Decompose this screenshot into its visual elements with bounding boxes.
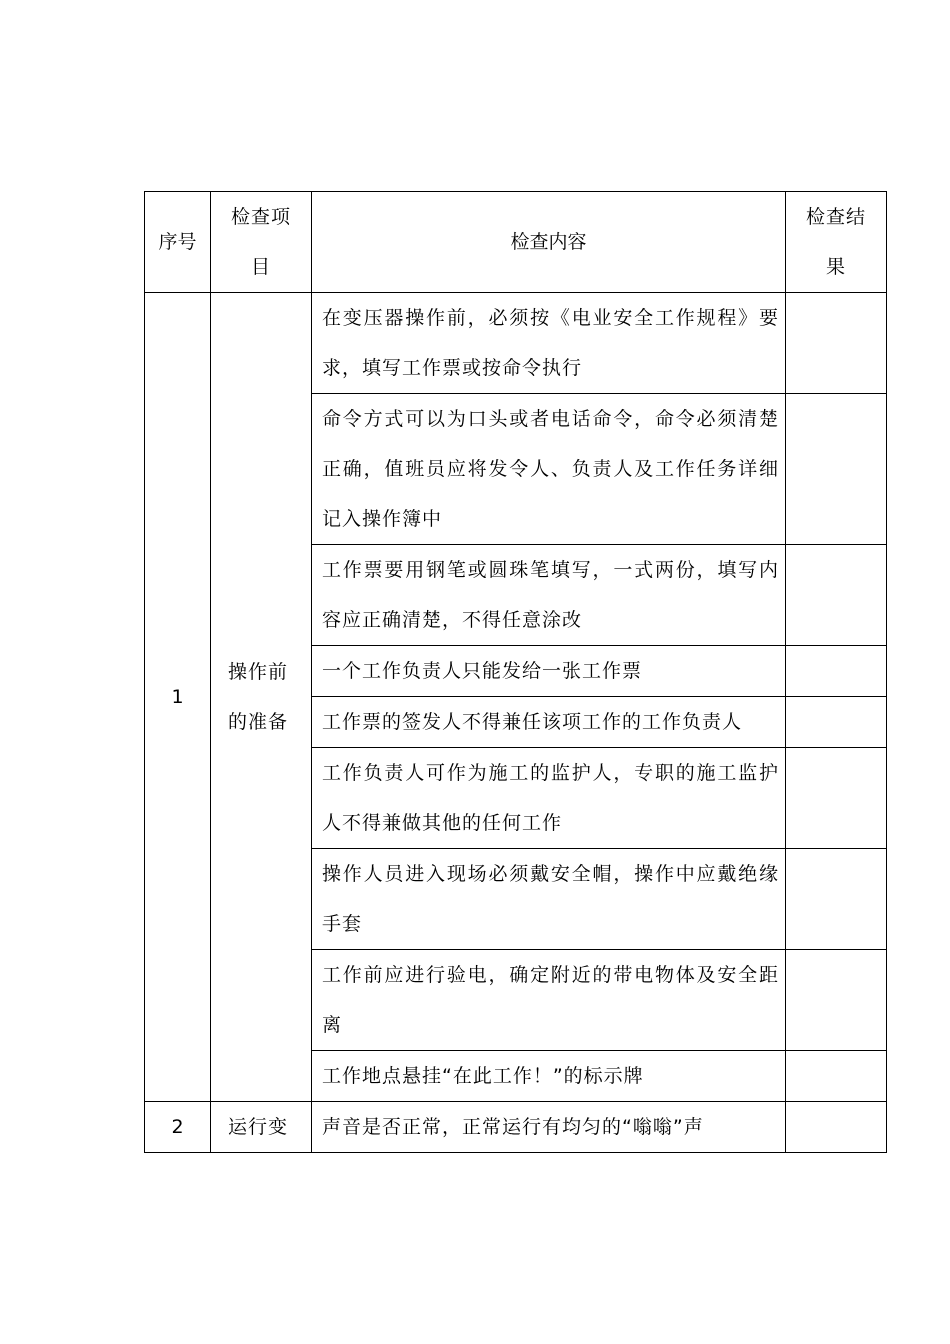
check-result-cell[interactable] bbox=[786, 748, 887, 849]
check-result-cell[interactable] bbox=[786, 545, 887, 646]
check-content: 操作人员进入现场必须戴安全帽，操作中应戴绝缘手套 bbox=[312, 849, 786, 950]
check-content: 工作票的签发人不得兼任该项工作的工作负责人 bbox=[312, 697, 786, 748]
check-content: 工作负责人可作为施工的监护人，专职的施工监护人不得兼做其他的任何工作 bbox=[312, 748, 786, 849]
check-content: 在变压器操作前，必须按《电业安全工作规程》要求，填写工作票或按命令执行 bbox=[312, 293, 786, 394]
table-row bbox=[145, 293, 887, 394]
check-result-cell[interactable] bbox=[786, 849, 887, 950]
section-item: 运行变 bbox=[211, 1102, 312, 1153]
header-content: 检查内容 bbox=[312, 192, 786, 293]
check-result-cell[interactable] bbox=[786, 646, 887, 697]
check-content: 工作前应进行验电，确定附近的带电物体及安全距离 bbox=[312, 950, 786, 1051]
section-item: 操作前的准备 bbox=[211, 293, 312, 1102]
section-no: 2 bbox=[145, 1102, 211, 1153]
check-content: 工作地点悬挂“在此工作！”的标示牌 bbox=[312, 1051, 786, 1102]
check-result-cell[interactable] bbox=[786, 394, 887, 545]
header-item: 检查项目 bbox=[211, 192, 312, 293]
check-content: 声音是否正常，正常运行有均匀的“嗡嗡”声 bbox=[312, 1102, 786, 1153]
check-result-cell[interactable] bbox=[786, 697, 887, 748]
header-result: 检查结果 bbox=[786, 192, 887, 293]
check-content: 命令方式可以为口头或者电话命令，命令必须清楚正确，值班员应将发令人、负责人及工作任务详细记入操作簿中 bbox=[312, 394, 786, 545]
check-result-cell[interactable] bbox=[786, 1051, 887, 1102]
inspection-table bbox=[144, 191, 887, 1153]
check-content: 工作票要用钢笔或圆珠笔填写，一式两份，填写内容应正确清楚，不得任意涂改 bbox=[312, 545, 786, 646]
header-no: 序号 bbox=[145, 192, 211, 293]
check-result-cell[interactable] bbox=[786, 950, 887, 1051]
check-result-cell[interactable] bbox=[786, 293, 887, 394]
check-content: 一个工作负责人只能发给一张工作票 bbox=[312, 646, 786, 697]
check-result-cell[interactable] bbox=[786, 1102, 887, 1153]
table-row bbox=[145, 1102, 887, 1153]
table-header-row bbox=[145, 192, 887, 293]
section-no: 1 bbox=[145, 293, 211, 1102]
